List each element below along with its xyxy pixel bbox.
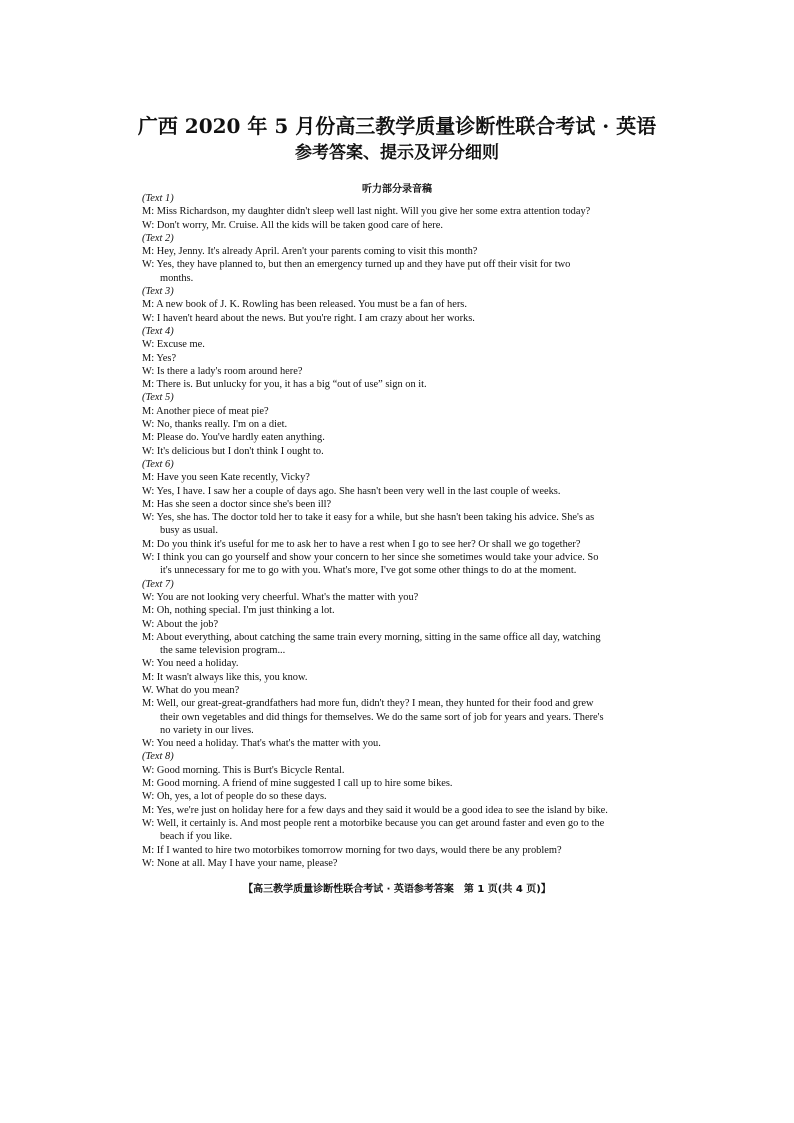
text-section-label: (Text 7)	[142, 578, 174, 590]
text-section-label: (Text 3)	[142, 286, 174, 298]
transcript-body	[142, 192, 662, 870]
text-section-label: (Text 4)	[142, 325, 174, 337]
transcript-line: W: Is there a lady's room around here?	[142, 365, 303, 377]
transcript-line: M: Have you seen Kate recently, Vicky?	[142, 472, 310, 484]
transcript-line: W: Yes, they have planned to, but then an emergency turned up and they have put off their visit for two	[142, 259, 571, 271]
transcript-line: W: No, thanks really. I'm on a diet.	[142, 419, 288, 431]
transcript-line: M: Yes, we're just on holiday here for a few days and they said it would be a good idea to see the island by bike.	[142, 804, 608, 816]
transcript-line: W: Well, it certainly is. And most people rent a motorbike because you can get around faster and even go to the	[142, 817, 605, 829]
transcript-line: W: Yes, she has. The doctor told her to take it easy for a while, but she hasn't been taking his advice. She's as	[142, 512, 595, 524]
text-section-label: (Text 8)	[142, 751, 174, 763]
transcript-line: W: Don't worry, Mr. Cruise. All the kids will be taken good care of here.	[142, 219, 443, 231]
section-title: 听力部分录音稿	[362, 184, 432, 195]
transcript-line: W: Good morning. This is Burt's Bicycle Rental.	[142, 764, 345, 776]
text-section-label: (Text 6)	[142, 458, 174, 470]
transcript-line: M: Good morning. A friend of mine suggested I call up to hire some bikes.	[142, 778, 453, 790]
transcript-line: W. What do you mean?	[142, 684, 240, 696]
transcript-line: W: I haven't heard about the news. But you're right. I am crazy about her works.	[142, 312, 475, 324]
transcript-line: W: You need a holiday. That's what's the matter with you.	[142, 738, 381, 750]
text-section-label: (Text 5)	[142, 392, 174, 404]
transcript-line: W: I think you can go yourself and show your concern to her since she sometimes would take your advice. So	[142, 552, 599, 564]
transcript-line: M: Please do. You've hardly eaten anything.	[142, 432, 325, 444]
transcript-line: their own vegetables and did things for themselves. We do the same sort of job for years and years. There's	[160, 711, 604, 723]
transcript-line: M: A new book of J. K. Rowling has been released. You must be a fan of hers.	[142, 299, 467, 311]
transcript-line: busy as usual.	[160, 525, 219, 537]
transcript-line: W: About the job?	[142, 618, 219, 630]
transcript-line: no variety in our lives.	[160, 724, 254, 736]
transcript-line: W: It's delicious but I don't think I ought to.	[142, 445, 324, 457]
transcript-line: M: Has she seen a doctor since she's been ill?	[142, 498, 332, 510]
transcript-line: M: About everything, about catching the same train every morning, sitting in the same office all day, watching	[142, 631, 601, 643]
transcript-line: M: Hey, Jenny. It's already April. Aren't your parents coming to visit this month?	[142, 246, 478, 258]
transcript-line: W: Excuse me.	[142, 339, 205, 351]
transcript-line: M: There is. But unlucky for you, it has a big “out of use” sign on it.	[142, 379, 427, 391]
transcript-line: W: Oh, yes, a lot of people do so these days.	[142, 791, 327, 803]
transcript-line: M: Do you think it's useful for me to ask her to have a rest when I go to see her? Or shall we go together?	[142, 538, 581, 550]
text-section-label: (Text 1)	[142, 193, 174, 204]
transcript-line: W: You are not looking very cheerful. What's the matter with you?	[142, 591, 419, 603]
transcript-line: M: Another piece of meat pie?	[142, 405, 269, 417]
transcript-line: M: Oh, nothing special. I'm just thinking a lot.	[142, 605, 335, 617]
page-footer: 【高三教学质量诊断性联合考试 · 英语参考答案 第 1 页(共 4 页)】	[243, 884, 551, 895]
page-subtitle: 参考答案、提示及评分细则	[295, 143, 499, 163]
transcript-line: M: Well, our great-great-grandfathers had more fun, didn't they? I mean, they hunted for their food and grew	[142, 698, 594, 710]
transcript-line: W: Yes, I have. I saw her a couple of days ago. She hasn't been very well in the last couple of weeks.	[142, 485, 561, 497]
transcript-line: beach if you like.	[160, 831, 233, 843]
transcript-line: M: Miss Richardson, my daughter didn't sleep well last night. Will you give her some extra attention today?	[142, 206, 591, 218]
transcript-line: M: If I wanted to hire two motorbikes tomorrow morning for two days, would there be any problem?	[142, 844, 562, 856]
transcript-line: W: You need a holiday.	[142, 658, 239, 670]
transcript-line: months.	[160, 272, 194, 284]
text-section-label: (Text 2)	[142, 232, 174, 244]
transcript-line: W: None at all. May I have your name, please?	[142, 857, 338, 869]
page-title: 广西 2020 年 5 月份高三教学质量诊断性联合考试 · 英语	[137, 114, 657, 138]
transcript-line: it's unnecessary for me to go with you. What's more, I've got some other things to do at the moment.	[160, 565, 577, 577]
transcript-line: the same television program...	[160, 645, 286, 657]
transcript-line: M: It wasn't always like this, you know.	[142, 671, 308, 683]
transcript-line: M: Yes?	[142, 352, 177, 364]
